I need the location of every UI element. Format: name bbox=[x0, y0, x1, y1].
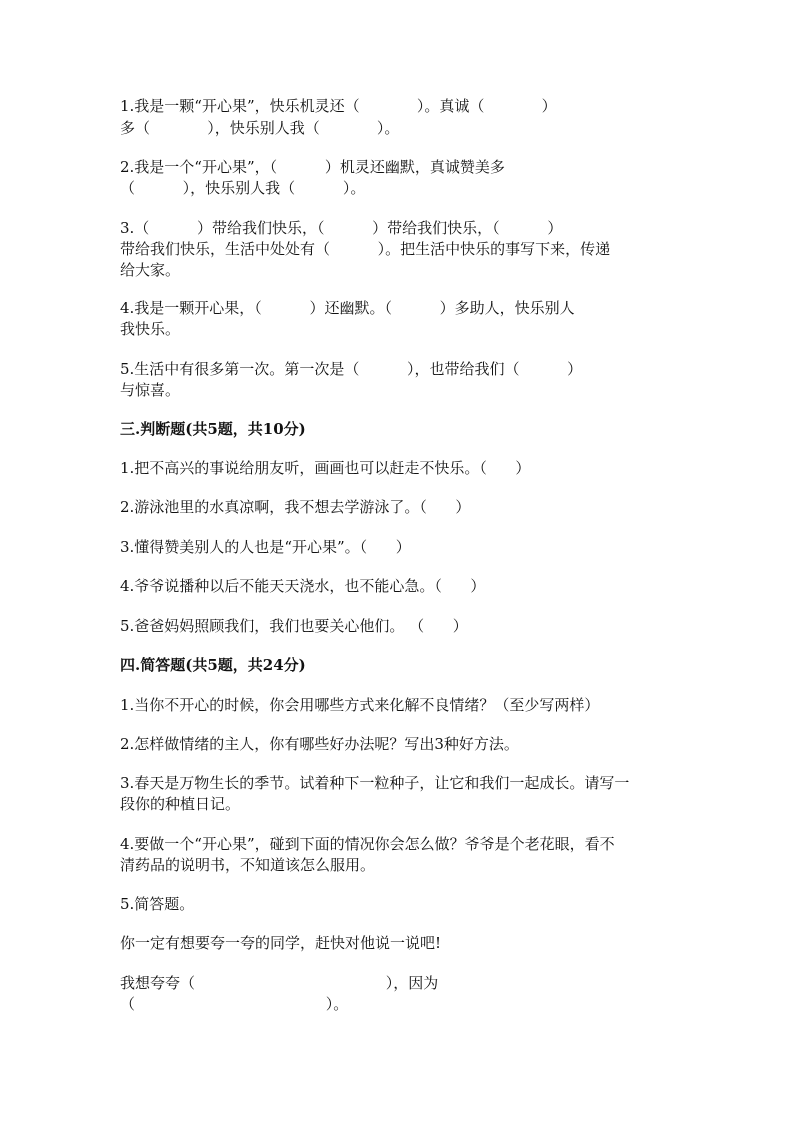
fill-question-1-line-2: 多（ ），快乐别人我（ ）。 bbox=[120, 119, 400, 137]
fill-question-5-line-2: 与惊喜。 bbox=[120, 381, 181, 399]
fill-question-4-line-2: 我快乐。 bbox=[120, 320, 181, 338]
short-answer-4-line-2: 清药品的说明书，不知道该怎么服用。 bbox=[120, 856, 376, 874]
fill-question-2-line-1: 2.我是一个“开心果”，（ ）机灵还幽默，真诚赞美多 bbox=[120, 158, 505, 176]
short-answer-4-line-1: 4.要做一个“开心果”，碰到下面的情况你会怎么做？爷爷是个老花眼，看不 bbox=[120, 835, 615, 853]
praise-fill-line-1: 我想夸夸（ ），因为 bbox=[120, 974, 439, 992]
praise-prompt: 你一定有想要夸一夸的同学，赶快对他说一说吧! bbox=[120, 934, 442, 952]
short-answer-2-line-1: 2.怎样做情绪的主人，你有哪些好办法呢？写出3种好方法。 bbox=[120, 735, 519, 753]
fill-question-4-line-1: 4.我是一颗开心果，（ ）还幽默。（ ）多助人，快乐别人 bbox=[120, 299, 575, 317]
section-heading-true-false: 三.判断题(共5题，共10分) bbox=[120, 420, 306, 438]
true-false-item-2: 2.游泳池里的水真凉啊，我不想去学游泳了。（ ） bbox=[120, 498, 471, 516]
fill-question-2-line-2: （ ），快乐别人我（ ）。 bbox=[120, 179, 366, 197]
short-answer-1-line-1: 1.当你不开心的时候，你会用哪些方式来化解不良情绪？（至少写两样） bbox=[120, 696, 600, 714]
true-false-item-4: 4.爷爷说播种以后不能天天浇水，也不能心急。（ ） bbox=[120, 577, 486, 595]
true-false-item-1: 1.把不高兴的事说给朋友听，画画也可以赶走不快乐。（ ） bbox=[120, 459, 531, 477]
fill-question-5-line-1: 5.生活中有很多第一次。第一次是（ ），也带给我们（ ） bbox=[120, 360, 583, 378]
fill-question-1-line-1: 1.我是一颗“开心果”，快乐机灵还（ ）。真诚（ ） bbox=[120, 97, 557, 115]
fill-question-3-line-1: 3.（ ）带给我们快乐，（ ）带给我们快乐，（ ） bbox=[120, 219, 563, 237]
praise-fill-line-2: （ ）。 bbox=[120, 995, 349, 1013]
true-false-item-5: 5.爸爸妈妈照顾我们，我们也要关心他们。 （ ） bbox=[120, 617, 468, 635]
section-heading-short-answer: 四.简答题(共5题，共24分) bbox=[120, 656, 306, 674]
short-answer-3-line-2: 段你的种植日记。 bbox=[120, 795, 241, 813]
short-answer-3-line-1: 3.春天是万物生长的季节。试着种下一粒种子，让它和我们一起成长。请写一 bbox=[120, 774, 630, 792]
fill-question-3-line-3: 给大家。 bbox=[120, 261, 181, 279]
true-false-item-3: 3.懂得赞美别人的人也是“开心果”。（ ） bbox=[120, 538, 411, 556]
fill-question-3-line-2: 带给我们快乐，生活中处处有（ ）。把生活中快乐的事写下来，传递 bbox=[120, 240, 611, 258]
short-answer-5-line-1: 5.简答题。 bbox=[120, 895, 195, 913]
